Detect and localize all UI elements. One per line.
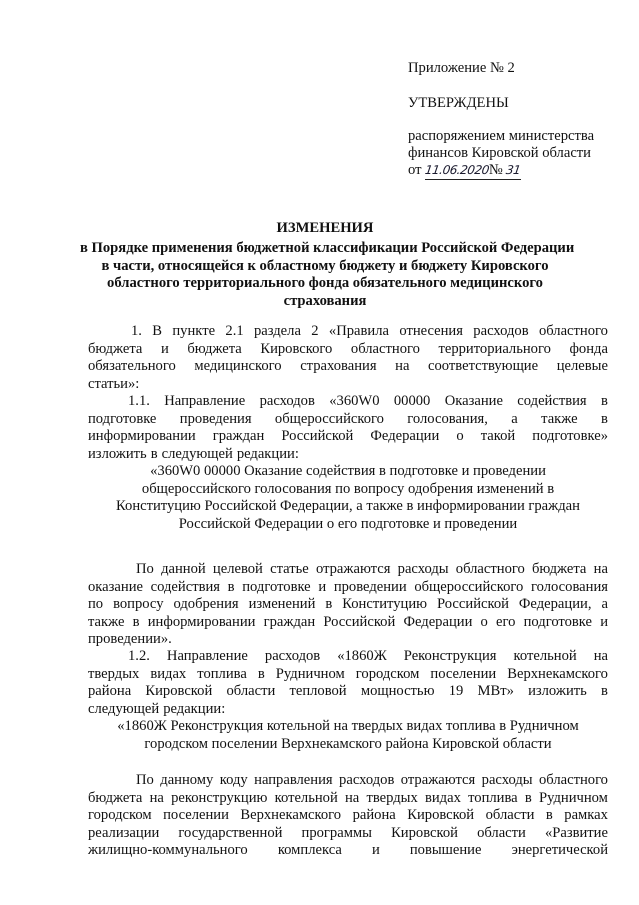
- text-line: [88, 561, 608, 579]
- word: области: [226, 683, 276, 699]
- word: общероссийского: [274, 410, 384, 427]
- word: Рудничном: [538, 789, 608, 806]
- word: По: [136, 772, 154, 788]
- word: одобрения: [173, 596, 239, 612]
- word: района: [88, 683, 132, 699]
- word: целевой: [212, 561, 263, 577]
- word: в: [325, 596, 333, 612]
- word: энергетической: [511, 842, 608, 858]
- word: целевые: [556, 358, 608, 374]
- word: тепловой: [289, 683, 347, 699]
- word: Кировской: [145, 683, 213, 699]
- word: голосования,: [407, 410, 488, 427]
- word: содействия: [517, 393, 587, 409]
- word: редакции:: [236, 445, 299, 462]
- word: вопросу: [113, 596, 164, 612]
- text-line: [88, 579, 608, 597]
- word: и: [600, 613, 608, 630]
- word: изложить: [528, 683, 587, 699]
- word: реконструкцию: [171, 789, 268, 806]
- quote-line: Конституцию Российской Федерации, а также в информировании граждан: [116, 498, 580, 514]
- word: 1.: [131, 323, 142, 339]
- word: а: [511, 410, 518, 427]
- text-line: [88, 596, 608, 614]
- word: в: [257, 665, 265, 682]
- word: в: [150, 445, 158, 462]
- word: котельной: [274, 789, 338, 806]
- word: общероссийского: [414, 578, 524, 595]
- text-line: [88, 772, 608, 790]
- approved-label: УТВЕРЖДЕНЫ: [408, 95, 509, 111]
- text-line: [88, 614, 608, 632]
- word: граждан: [212, 428, 265, 444]
- text-line: [88, 683, 608, 701]
- text-line: [88, 446, 608, 464]
- word: 1.2.: [128, 648, 150, 664]
- text-line: [88, 631, 608, 649]
- subtitle-line: в части, относящейся к областному бюджету и бюджету Кировского: [101, 257, 549, 274]
- word: расходов: [264, 648, 321, 664]
- word: в: [601, 410, 608, 427]
- word: района: [352, 807, 396, 823]
- word: Направление: [166, 648, 248, 664]
- word: в: [601, 393, 608, 409]
- word: подготовке: [242, 578, 311, 595]
- word: Федерации: [403, 613, 473, 630]
- word: о: [456, 428, 464, 444]
- order-line: распоряжением министерства: [408, 128, 595, 144]
- word: твердых: [88, 665, 140, 682]
- word: областного: [350, 340, 420, 357]
- text-line: [88, 790, 608, 808]
- word: городском: [88, 807, 152, 823]
- word: поселении: [163, 807, 229, 823]
- word: бюджета: [187, 340, 242, 357]
- quote-line: городском поселении Верхнекамского района Кировской области: [144, 735, 552, 752]
- text-line: [88, 393, 608, 411]
- word: Кировского: [260, 340, 333, 357]
- word: По: [136, 561, 154, 577]
- word: Направление: [164, 393, 246, 409]
- quote-line: Российской Федерации о его подготовке и проведении: [178, 515, 518, 532]
- word: «360W0: [329, 393, 380, 409]
- word: обязательного: [88, 358, 176, 374]
- word: Российской: [437, 596, 509, 612]
- word: и: [371, 842, 380, 858]
- text-line: [88, 341, 608, 359]
- text-line: [88, 376, 608, 394]
- word: граждан: [263, 613, 316, 630]
- subtitle-line: областного территориального фонда обязательного медицинского: [107, 275, 543, 291]
- date-prefix: от: [408, 162, 422, 178]
- word: такой: [480, 428, 516, 444]
- word: следующей: [161, 445, 233, 462]
- word: 00000: [393, 393, 431, 409]
- text-line: [88, 323, 608, 341]
- word: Реконструкция: [403, 648, 497, 664]
- document-subtitle: [80, 240, 575, 310]
- word: направления: [254, 772, 333, 788]
- word: подготовке: [88, 410, 157, 427]
- quote-1: [88, 463, 608, 533]
- word: 19: [448, 683, 464, 699]
- word: поселении: [430, 665, 497, 682]
- word: рамках: [564, 807, 608, 823]
- word: «1860Ж: [337, 648, 387, 664]
- word: проведении: [333, 578, 407, 595]
- word: расходы: [397, 561, 449, 577]
- word: Оказание: [444, 393, 503, 409]
- word: на: [395, 358, 410, 374]
- word: Конституцию: [342, 596, 428, 612]
- word: в: [227, 578, 235, 595]
- word: В: [152, 323, 163, 339]
- word: также: [88, 613, 125, 630]
- word: Российской: [281, 428, 354, 444]
- text-line: [88, 358, 608, 376]
- word: на: [593, 648, 608, 664]
- word: мощностью: [360, 683, 435, 699]
- word: Рудничном: [275, 665, 345, 682]
- text-line: [88, 428, 608, 446]
- word: проведении».: [88, 631, 172, 647]
- word: коду: [219, 772, 248, 788]
- word: областного: [455, 561, 525, 577]
- word: 2: [311, 323, 319, 339]
- word: на: [149, 789, 164, 806]
- word: 2.1: [225, 323, 244, 339]
- paragraph-1-2: [88, 648, 608, 718]
- word: по: [88, 596, 104, 612]
- word: изменений: [248, 596, 316, 612]
- quote-2: [88, 718, 608, 753]
- word: бюджета: [88, 789, 143, 806]
- word: государственной: [178, 824, 283, 841]
- word: на: [344, 789, 360, 806]
- word: соответствующие: [428, 358, 539, 374]
- text-line: [88, 825, 608, 843]
- paragraph-1: [88, 323, 608, 393]
- word: видах: [150, 665, 187, 682]
- word: его: [496, 613, 516, 630]
- quote-line: общероссийского голосования по вопросу одобрения изменений в: [141, 480, 555, 497]
- word: в: [524, 789, 532, 806]
- appendix-label: Приложение № 2: [408, 60, 515, 76]
- word: повышение: [409, 842, 482, 858]
- handwritten-number: 31: [505, 163, 522, 177]
- word: жилищно-коммунального: [88, 842, 248, 858]
- word: также: [541, 410, 578, 427]
- word: областного: [538, 772, 608, 788]
- order-line: финансов Кировской области: [408, 145, 591, 161]
- word: отнесения: [399, 323, 463, 339]
- word: отражаются: [400, 772, 476, 788]
- word: редакции:: [163, 700, 226, 717]
- word: голосования: [531, 578, 608, 595]
- word: расходов: [473, 323, 529, 339]
- word: расходы: [481, 772, 533, 788]
- word: видах: [424, 789, 461, 806]
- word: котельной: [513, 648, 577, 664]
- word: в: [601, 683, 608, 699]
- word: раздела: [253, 323, 301, 339]
- word: топлива: [468, 789, 518, 806]
- word: области: [485, 807, 535, 823]
- text-line: [88, 648, 608, 666]
- paragraph-description-1: [88, 561, 608, 649]
- text-line: [88, 701, 608, 719]
- word: МВт»: [477, 683, 514, 699]
- word: пункте: [172, 323, 216, 339]
- word: проведения: [179, 410, 252, 427]
- document-title: ИЗМЕНЕНИЯ: [276, 220, 374, 236]
- word: Российской: [323, 613, 396, 630]
- word: и: [318, 578, 327, 595]
- word: данному: [160, 772, 214, 788]
- word: подготовке: [523, 613, 593, 630]
- paragraph-description-2: [88, 772, 608, 860]
- word: областного: [538, 323, 608, 339]
- word: Кировской: [391, 824, 458, 841]
- word: Федерации: [370, 428, 440, 444]
- word: городском: [355, 665, 420, 682]
- word: отражаются: [315, 561, 391, 577]
- word: медицинского: [194, 358, 282, 374]
- word: твердых: [366, 789, 418, 806]
- word: следующей: [88, 700, 160, 717]
- word: Верхнекамского: [240, 807, 342, 823]
- word: «Правила: [328, 323, 389, 339]
- text-line: [88, 666, 608, 684]
- word: информировании: [147, 613, 256, 630]
- word: в: [545, 807, 553, 823]
- word: и: [160, 340, 169, 357]
- subtitle-line: в Порядке применения бюджетной классификации Российской Федерации: [80, 240, 575, 256]
- text-line: [88, 411, 608, 429]
- date-field: [425, 162, 521, 180]
- word: территориального: [438, 340, 551, 357]
- word: о: [480, 613, 488, 630]
- handwritten-date: 11.06.2020: [424, 163, 490, 177]
- word: Верхнекамского: [507, 665, 608, 682]
- word: фонда: [569, 340, 608, 357]
- word: расходов: [339, 772, 395, 788]
- text-line: [88, 807, 608, 825]
- quote-line: «1860Ж Реконструкция котельной на твердых видах топлива в Рудничном: [117, 718, 579, 734]
- word: области: [477, 824, 526, 841]
- number-prefix: №: [488, 162, 503, 178]
- word: Федерации,: [518, 596, 592, 612]
- subtitle-line: страхования: [283, 292, 367, 309]
- word: расходов: [259, 393, 315, 409]
- word: Кировской: [407, 807, 475, 823]
- word: 1.1.: [128, 393, 150, 409]
- word: подготовке»: [532, 428, 608, 444]
- word: изложить: [88, 445, 147, 462]
- word: содействия: [150, 578, 220, 595]
- approval-order: [408, 128, 594, 179]
- word: в: [132, 613, 140, 630]
- word: комплекса: [277, 842, 342, 858]
- word: статье: [270, 561, 309, 577]
- word: бюджета: [532, 561, 587, 577]
- word: оказание: [88, 578, 143, 595]
- order-date-line: [408, 162, 594, 179]
- word: информировании: [88, 428, 196, 444]
- text-line: [88, 842, 608, 860]
- word: программы: [301, 824, 372, 841]
- word: топлива: [197, 665, 247, 682]
- word: статьи»:: [88, 375, 140, 392]
- word: «Развитие: [544, 824, 608, 841]
- word: реализации: [88, 824, 160, 841]
- word: на: [593, 561, 608, 577]
- quote-line: «360W0 00000 Оказание содействия в подготовке и проведении: [150, 463, 546, 479]
- word: данной: [161, 561, 206, 577]
- word: а: [601, 596, 608, 612]
- word: бюджета: [88, 340, 143, 357]
- word: страхования: [300, 358, 377, 374]
- paragraph-1-1: [88, 393, 608, 463]
